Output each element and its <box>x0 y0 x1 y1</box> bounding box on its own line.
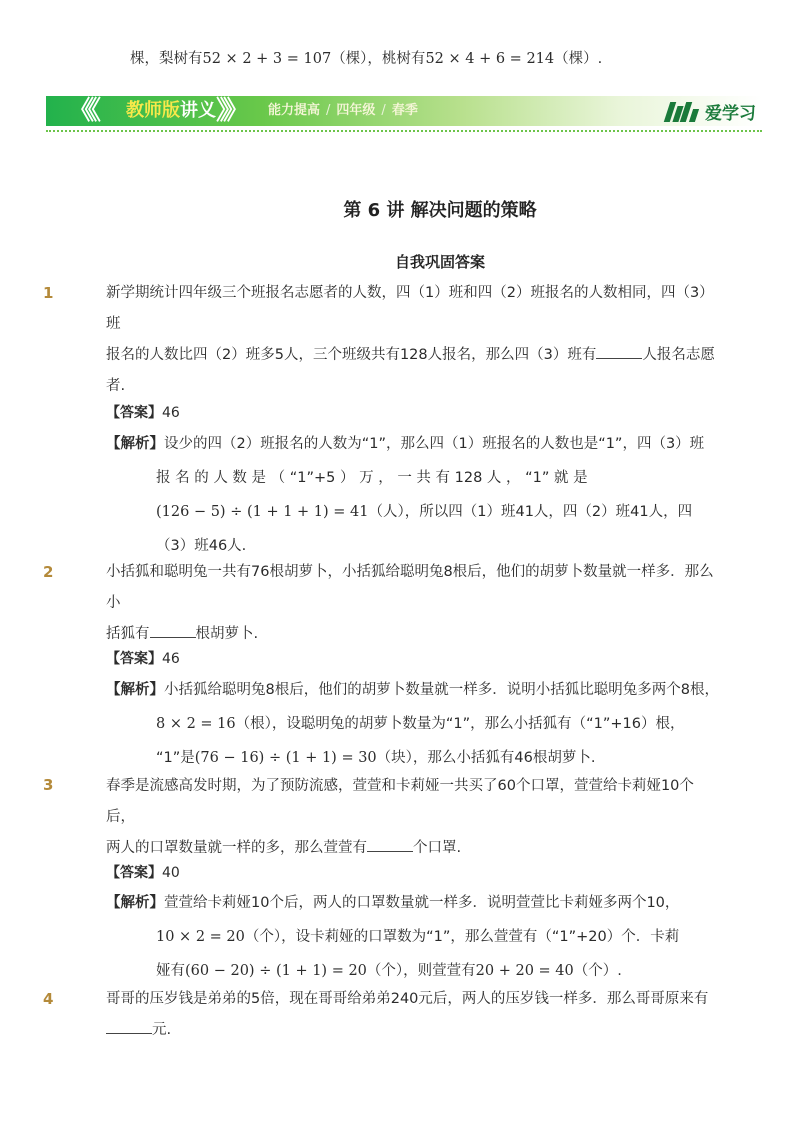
breadcrumb-item: 能力提高 <box>268 103 321 118</box>
math-expression: (60 − 20) ÷ (1 + 1) = 20 <box>185 963 367 979</box>
problem-text <box>106 557 716 650</box>
analysis-block <box>106 427 720 563</box>
problem-number: 4 <box>43 990 54 1008</box>
text-line <box>106 920 720 954</box>
text-fragment: （棵），桃树有 <box>331 51 426 67</box>
text-fragment: （个）. <box>573 963 622 979</box>
text-fragment: 个口罩. <box>413 840 462 856</box>
answer-value: 40 <box>162 865 180 881</box>
answer-label: 【答案】 <box>106 865 162 881</box>
text-fragment: 元. <box>152 1022 172 1038</box>
answer-line <box>106 402 180 422</box>
text-line: （3）班46人. <box>156 538 247 554</box>
problem-number: 3 <box>43 776 54 794</box>
continued-answer-line <box>130 47 750 68</box>
logo-mark-icon <box>665 100 699 122</box>
text-line: 新学期统计四年级三个班报名志愿者的人数，四（1）班和四（2）班报名的人数相同，四（3）班 <box>106 285 714 332</box>
text-fragment: 两人的口罩数量就一样的多，那么萱萱有 <box>106 840 367 856</box>
text-line: 春季是流感高发时期，为了预防流感，萱萱和卡莉娅一共买了60个口罩，萱萱给卡莉娅10个后， <box>106 778 694 825</box>
text-line: 哥哥的压岁钱是弟弟的5倍，现在哥哥给弟弟240元后，两人的压岁钱一样多．那么哥哥原来有 <box>106 991 709 1007</box>
math-expression: 8 × 2 = 16 <box>156 716 236 732</box>
text-line: 者. <box>106 378 126 394</box>
header-band <box>46 96 762 126</box>
text-line <box>106 833 716 864</box>
text-line <box>106 1015 716 1046</box>
text-fragment: 报名的人数比四（2）班多5人，三个班级共有128人报名，那么四（3）班有 <box>106 347 597 363</box>
text-line <box>106 741 720 775</box>
answer-label: 【答案】 <box>106 651 162 667</box>
text-line: 小括狐和聪明兔一共有76根胡萝卜，小括狐给聪明兔8根后，他们的胡萝卜数量就一样多．那么小 <box>106 564 714 611</box>
math-expression: 10 × 2 = 20 <box>156 929 245 945</box>
breadcrumb-item: 四年级 <box>336 103 376 118</box>
math-expression: (126 − 5) ÷ (1 + 1 + 1) = 41 <box>156 504 369 520</box>
breadcrumb-separator: / <box>381 103 386 118</box>
text-fragment: 括狐有 <box>106 626 150 642</box>
answer-blank <box>596 344 642 359</box>
text-fragment: 萱萱给卡莉娅10个后，两人的口罩数量就一样多．说明萱萱比卡莉娅多两个10， <box>164 895 680 911</box>
problem-text <box>106 984 716 1046</box>
text-line <box>106 340 716 371</box>
problem-text <box>106 771 716 864</box>
breadcrumb-item: 春季 <box>391 103 418 118</box>
answer-line <box>106 862 180 882</box>
analysis-label: 【解析】 <box>106 895 164 911</box>
answer-value: 46 <box>162 405 180 421</box>
text-line <box>106 495 720 529</box>
text-fragment: （个），则萱萱有 <box>366 963 476 979</box>
text-fragment: 人报名志愿 <box>642 347 715 363</box>
analysis-block <box>106 886 720 988</box>
text-fragment: （根），设聪明兔的胡萝卜数量为“1”，那么小括狐有（“1”+16）根， <box>235 716 685 732</box>
answer-label: 【答案】 <box>106 405 162 421</box>
section-title: 自我巩固答案 <box>394 253 485 271</box>
math-expression: 20 + 20 = 40 <box>475 963 574 979</box>
breadcrumb <box>268 103 418 119</box>
lecture-title: 第 6 讲 解决问题的策略 <box>343 200 537 221</box>
answer-value: 46 <box>162 651 180 667</box>
text-fragment: 根胡萝卜. <box>195 626 259 642</box>
problem-number: 1 <box>43 284 54 302</box>
text-line <box>106 707 720 741</box>
math-expression: 52 × 4 + 6 = 214 <box>425 51 555 67</box>
analysis-label: 【解析】 <box>106 682 164 698</box>
text-fragment: （个），设卡莉娅的口罩数为“1”，那么萱萱有（“1”+20）个．卡莉 <box>244 929 680 945</box>
answer-blank <box>367 837 413 852</box>
answer-blank <box>106 1019 152 1034</box>
text-fragment: 棵，梨树有 <box>130 51 203 67</box>
text-line <box>106 619 716 650</box>
double-chevron-left-icon: 《《 <box>68 96 96 126</box>
logo-text: 爱学习 <box>705 103 756 124</box>
text-fragment: 小括狐给聪明兔8根后，他们的胡萝卜数量就一样多．说明小括狐比聪明兔多两个8根， <box>164 682 719 698</box>
header-title <box>126 99 216 123</box>
analysis-block <box>106 673 720 775</box>
math-expression: 52 × 2 + 3 = 107 <box>202 51 332 67</box>
problem-number: 2 <box>43 563 54 581</box>
problem-text <box>106 278 716 402</box>
answer-line <box>106 648 180 668</box>
text-line: 报 名 的 人 数 是 （ “1”+5 ） 万 ， 一 共 有 128 人 ， “1” 就 是 <box>156 470 588 486</box>
breadcrumb-separator: / <box>326 103 331 118</box>
header-title-white: 讲义 <box>180 100 216 121</box>
double-chevron-right-icon: 》》 <box>216 96 244 126</box>
math-expression: (76 − 16) ÷ (1 + 1) = 30 <box>194 750 377 766</box>
answer-blank <box>150 623 196 638</box>
text-line <box>106 954 720 988</box>
text-fragment: 设少的四（2）班报名的人数为“1”，那么四（1）班报名的人数也是“1”，四（3）班 <box>164 436 705 452</box>
text-fragment: （块），那么小括狐有46根胡萝卜. <box>376 750 596 766</box>
text-fragment: （棵）. <box>554 51 603 67</box>
brand-logo <box>665 98 756 124</box>
header-title-yellow: 教师版 <box>126 100 180 121</box>
text-fragment: （人），所以四（1）班41人，四（2）班41人，四 <box>368 504 693 520</box>
analysis-label: 【解析】 <box>106 436 164 452</box>
text-fragment: 娅有 <box>156 963 185 979</box>
dotted-divider <box>46 130 762 132</box>
text-fragment: “1”是 <box>156 750 195 766</box>
